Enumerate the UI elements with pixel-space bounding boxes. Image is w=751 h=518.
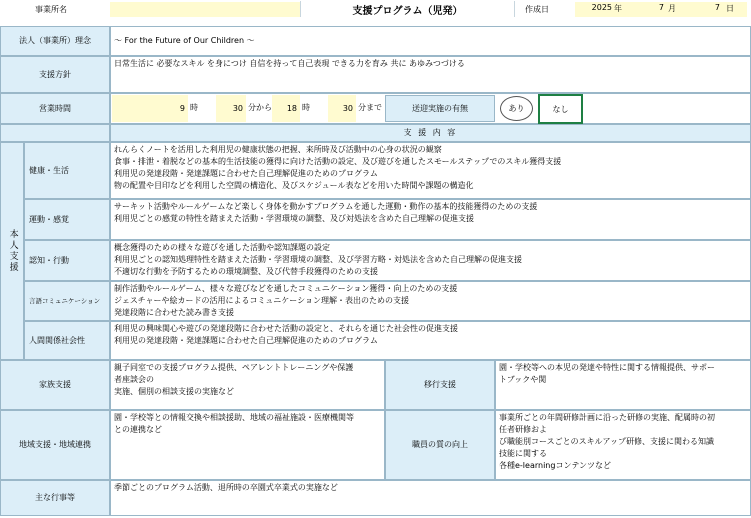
transport-option-yes[interactable]: あり xyxy=(500,96,533,121)
support-line: れんらくノートを活用した利用児の健康状態の把握、来所時及び活動中の心身の状況の観察 xyxy=(114,145,442,154)
support-line: 概念獲得のための様々な遊びを通した活動や認知課題の設定 xyxy=(114,243,330,252)
end-minute-unit: 分まで xyxy=(358,103,382,113)
support-section-corner xyxy=(0,124,110,142)
support-line: ジェスチャーや絵カードの活用によるコミュニケーション理解・表出のための支援 xyxy=(114,296,409,305)
family-support-label: 家族支援 xyxy=(0,360,110,410)
date-label: 作成日 xyxy=(525,4,549,14)
support-row-label-cognition: 認知・行動 xyxy=(24,240,110,281)
support-row-content-cognition xyxy=(110,240,751,281)
day-unit: 日 xyxy=(726,4,734,13)
end-minute[interactable]: 30 xyxy=(328,95,356,122)
support-row-content-communication xyxy=(110,281,751,321)
support-line: 物の配置や目印などを利用した空間の構造化、及びスケジュール表などを用いた時間や課題の構造化 xyxy=(114,181,474,190)
transition-support-label: 移行支援 xyxy=(385,360,495,410)
philosophy-label: 法人（事業所）理念 xyxy=(0,26,110,56)
staff-quality-label: 職員の質の向上 xyxy=(385,410,495,480)
support-line: 制作活動やルールゲーム、様々な遊びなどを通したコミュニケーション獲得・向上のための支援 xyxy=(114,284,458,293)
events-label: 主な行事等 xyxy=(0,480,110,516)
transport-label: 送迎実施の有無 xyxy=(385,95,495,122)
support-line: 食事・排泄・着脱などの基本的生活技能の獲得に向けた活動の設定、及び遊びを通したスモールステップでのスキル獲得支援 xyxy=(114,157,562,166)
support-row-content-health xyxy=(110,142,751,199)
policy-value: 日常生活に 必要なスキル を身につけ 自信を持って自己表現 できる力を育み 共に あゆみつづける xyxy=(110,56,751,93)
month-value[interactable]: 7 xyxy=(658,3,664,12)
day-value[interactable]: 7 xyxy=(714,3,720,12)
family-support-content: 親子同室での支援プログラム提供、ペアレントトレーニングや保護 者座談会の 実施、個別の相談支援の実施など xyxy=(110,360,385,410)
support-line: 利用児の発達段階・発達課題に合わせた自己理解促進のためのプログラム xyxy=(114,169,378,178)
policy-label: 支援方針 xyxy=(0,56,110,93)
year-unit: 年 xyxy=(614,4,622,13)
support-row-label-motor: 運動・感覚 xyxy=(24,199,110,240)
support-row-content-motor xyxy=(110,199,751,240)
self-support-side-label: 本人支援 xyxy=(0,142,24,360)
support-line: 不適切な行動を予防するための環境調整、及び代替手段獲得のための支援 xyxy=(114,267,378,276)
start-minute[interactable]: 30 xyxy=(216,95,246,122)
support-section-title: 支 援 内 容 xyxy=(110,124,751,142)
support-line: 利用児ごとの認知処理特性を踏まえた活動・学習環境の調整、及び学習方略・対処法を含めた自己理解の促進支援 xyxy=(114,255,522,264)
month-unit: 月 xyxy=(668,4,676,13)
page-title: 支援プログラム（児発） xyxy=(300,1,515,17)
support-line: サーキット活動やルールゲームなど楽しく身体を動かすプログラムを通した運動・動作の基本的技能獲得のための支援 xyxy=(114,202,538,211)
support-row-content-social xyxy=(110,321,751,360)
start-minute-unit: 分から xyxy=(248,103,272,113)
office-name-field[interactable] xyxy=(110,2,300,17)
start-hour[interactable]: 9 xyxy=(112,95,188,122)
events-content: 季節ごとのプログラム活動、退所時の卒園式卒業式の実施など xyxy=(110,480,751,516)
philosophy-value: ～ For the Future of Our Children ～ xyxy=(110,26,751,56)
support-line: 利用児ごとの感覚の特性を踏まえた活動・学習環境の調整、及び対処法を含めた自己理解の促進支援 xyxy=(114,214,474,223)
support-row-label-communication: 言語コミュニケーション xyxy=(24,281,110,321)
end-hour[interactable]: 18 xyxy=(272,95,300,122)
community-support-content: 園・学校等との情報交換や相談援助、地域の福祉施設・医療機関等 との連携など xyxy=(110,410,385,480)
office-name-label: 事業所名 xyxy=(35,4,67,14)
staff-quality-content: 事業所ごとの年間研修計画に沿った研修の実施、配属時の初 任者研修およ び職能別コースごとのスキルアップ研修、支援に関わる知識 技能に関する 各種e-learningコンテンツなど xyxy=(495,410,751,480)
hours-label: 営業時間 xyxy=(0,93,110,124)
end-hour-unit: 時 xyxy=(302,103,310,113)
year-value[interactable]: 2025 xyxy=(591,3,612,12)
transport-option-no[interactable]: なし xyxy=(538,94,583,124)
community-support-label: 地域支援・地域連携 xyxy=(0,410,110,480)
support-row-label-health: 健康・生活 xyxy=(24,142,110,199)
transition-support-content: 園・学校等への本児の発達や特性に関する情報提供、サポー トブックや関 xyxy=(495,360,751,410)
support-row-label-social: 人間関係社会性 xyxy=(24,321,110,360)
support-line: 利用児の興味関心や遊びの発達段階に合わせた活動の設定と、それらを通じた社会性の促進支援 xyxy=(114,324,458,333)
start-hour-unit: 時 xyxy=(190,103,198,113)
support-line: 発達段階に合わせた読み書き支援 xyxy=(114,308,234,317)
support-line: 利用児の発達段階・発達課題に合わせた自己理解促進のためのプログラム xyxy=(114,336,378,345)
